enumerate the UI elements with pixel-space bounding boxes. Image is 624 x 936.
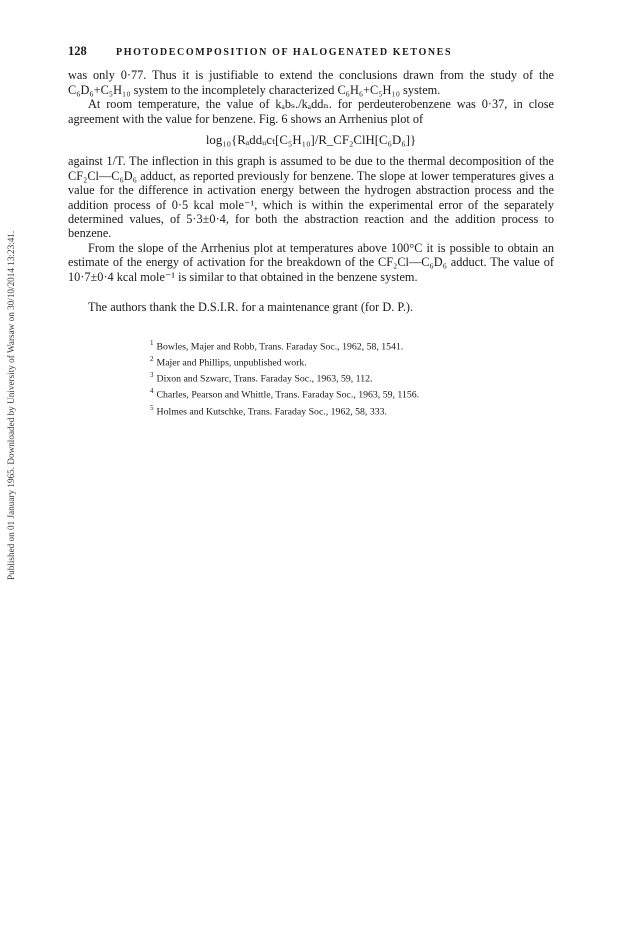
reference-number: 3 <box>150 371 154 380</box>
reference-item <box>150 402 554 418</box>
reference-number: 4 <box>150 387 154 396</box>
page-header <box>68 44 554 60</box>
download-watermark: Published on 01 January 1965. Downloaded by University of Warsaw on 30/10/2014 13:23:41. <box>6 230 16 580</box>
reference-item <box>150 353 554 369</box>
reference-text: Charles, Pearson and Whittle, Trans. Faraday Soc., 1963, 59, 1156. <box>156 389 420 401</box>
paragraph-4: From the slope of the Arrhenius plot at temperatures above 100°C it is possible to obtain an estimate of the energy of activation for the breakdown of the CF₂Cl—C₆D₆ adduct. The value of 10·7±0·4 kcal mole⁻¹ is similar to that obtained in the benzene system. <box>68 240 554 284</box>
acknowledgement: The authors thank the D.S.I.R. for a maintenance grant (for D. P.). <box>88 300 414 315</box>
running-title: PHOTODECOMPOSITION OF HALOGENATED KETONES <box>116 47 453 58</box>
reference-number: 5 <box>150 403 154 412</box>
reference-item <box>150 337 554 353</box>
paragraph-1: was only 0·77. Thus it is justifiable to extend the conclusions drawn from the study of the C₆D₆+C₅H₁₀ system to the incompletely characterized C₆H₆+C₅H₁₀ system. <box>68 68 554 97</box>
reference-text: Holmes and Kutschke, Trans. Faraday Soc., 1962, 58, 333. <box>156 405 387 417</box>
reference-item <box>150 369 554 385</box>
reference-number: 2 <box>150 354 154 363</box>
paragraph-2: At room temperature, the value of kₐbₛ./kₐddₙ. for perdeuterobenzene was 0·37, in close agreement with the value for benzene. Fig. 6 shows an Arrhenius plot of <box>68 97 554 126</box>
reference-text: Bowles, Majer and Robb, Trans. Faraday Soc., 1962, 58, 1541. <box>156 340 404 352</box>
reference-number: 1 <box>150 338 154 347</box>
reference-list <box>150 337 554 418</box>
page-content <box>68 44 554 418</box>
reference-item <box>150 385 554 401</box>
reference-text: Majer and Phillips, unpublished work. <box>156 357 307 369</box>
page-number: 128 <box>68 44 87 58</box>
equation: log₁₀{Rₐddᵤcₜ[C₅H₁₀]/R_CF₂ClH[C₆D₆]} <box>205 133 417 148</box>
reference-text: Dixon and Szwarc, Trans. Faraday Soc., 1963, 59, 112. <box>156 373 373 385</box>
paragraph-3: against 1/T. The inflection in this graph is assumed to be due to the thermal decomposition of the CF₂Cl—C₆D₆ adduct, as reported previously for benzene. The slope at lower temperatures gives a value for the difference in activation energy between the hydrogen abstraction process and the addition process of 0·5 kcal mole⁻¹, which is within the experimental error of the separately determined values, of 5·3±0·4, for both the abstraction reaction and the addition process to benzene. <box>68 154 554 241</box>
